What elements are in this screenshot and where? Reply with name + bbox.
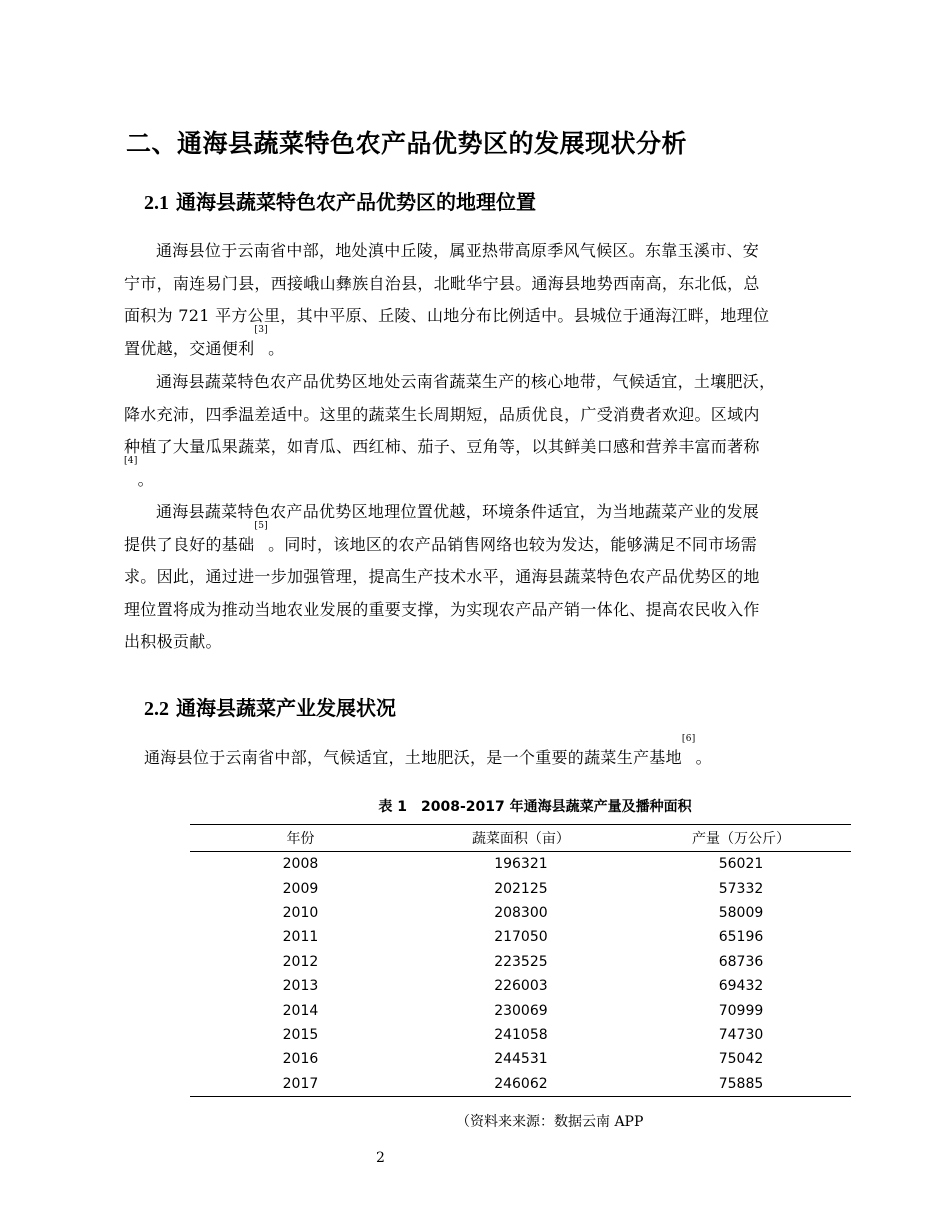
- section-title: 通海县蔬菜特色农产品优势区的地理位置: [175, 190, 536, 214]
- cell-year: 2013: [282, 978, 319, 995]
- data-source-note: （资料来来源：数据云南 APP: [456, 1114, 644, 1130]
- section-title: 通海县蔬菜产业发展状况: [175, 696, 396, 720]
- cell-year: 2015: [282, 1026, 319, 1043]
- section-number: 2.1: [144, 192, 169, 214]
- table-row: [190, 1023, 851, 1047]
- page-number: 2: [376, 1150, 385, 1166]
- citation-ref: [3]: [254, 324, 269, 335]
- header-output: 产量（万公斤）: [631, 825, 851, 852]
- table-row: [190, 925, 851, 949]
- paragraph-geography: [124, 235, 860, 365]
- paragraph-line: [144, 734, 880, 775]
- vegetable-data-table: [190, 824, 851, 1097]
- citation-ref: [5]: [254, 520, 269, 531]
- cell-year: 2017: [190, 1072, 411, 1097]
- cell-output: 70999: [718, 1002, 764, 1019]
- cell-output: 58009: [718, 904, 764, 921]
- paragraph-industry: [144, 734, 880, 775]
- cell-area: 217050: [494, 929, 548, 946]
- cell-output: 74730: [718, 1026, 764, 1043]
- cell-output: 69432: [718, 978, 764, 995]
- cell-year: 2014: [282, 1002, 319, 1019]
- header-year: 年份: [190, 825, 411, 852]
- paragraph-line: [124, 324, 860, 366]
- cell-area: 208300: [494, 904, 548, 921]
- cell-area: 241058: [494, 1026, 548, 1043]
- cell-output: 75885: [631, 1072, 851, 1097]
- paragraph-advantage: [124, 496, 860, 659]
- cell-output: 65196: [718, 929, 764, 946]
- cell-year: 2009: [282, 880, 319, 897]
- section-number: 2.2: [144, 698, 169, 720]
- cell-area: 230069: [494, 1002, 548, 1019]
- cell-area: 196321: [494, 856, 548, 873]
- paragraph-line: 种植了大量瓜果蔬菜，如青瓜、西红柿、茄子、豆角等，以其鲜美口感和营养丰富而著称: [124, 437, 760, 456]
- line-text: 通海县位于云南省中部，气候适宜，土地肥沃，是一个重要的蔬菜生产基地: [144, 748, 682, 767]
- paragraph-line: 宁市，南连易门县，西接峨山彝族自治县，北毗华宁县。通海县地势西南高，东北低，总: [124, 273, 760, 293]
- table-row: [190, 974, 851, 998]
- paragraph-line: 降水充沛，四季温差适中。这里的蔬菜生长周期短，品质优良，广受消费者欢迎。区域内: [124, 404, 760, 424]
- cell-year: 2016: [282, 1051, 319, 1068]
- cell-year: 2012: [282, 953, 319, 970]
- table-row: [190, 1072, 851, 1097]
- line-text: 。同时，该地区的农产品销售网络也较为发达，能够满足不同市场需: [268, 534, 758, 554]
- table-row: [190, 876, 851, 900]
- cell-area: 202125: [494, 880, 548, 897]
- paragraph-line: 面积为 721 平方公里，其中平原、丘陵、山地分布比例适中。县城位于通海江畔，地理位: [124, 306, 770, 325]
- table-row: [190, 901, 851, 925]
- cell-year: 2011: [282, 929, 319, 946]
- paragraph-line: 通海县蔬菜特色农产品优势区地理位置优越，环境条件适宜，为当地蔬菜产业的发展: [156, 502, 760, 521]
- paragraph-line: 通海县蔬菜特色农产品优势区地处云南省蔬菜生产的核心地带，气候适宜，土壤肥沃，: [156, 372, 776, 391]
- citation-ref: [6]: [681, 734, 696, 744]
- line-text: 提供了良好的基础: [124, 534, 255, 554]
- cell-output: 56021: [718, 856, 764, 873]
- table-header-row: [190, 825, 851, 852]
- chapter-heading: 二、通海县蔬菜特色农产品优势区的发展现状分析: [126, 129, 688, 158]
- paragraph-line: 通海县位于云南省中部，地处滇中丘陵，属亚热带高原季风气候区。东靠玉溪市、安: [156, 241, 760, 260]
- cell-output: 75042: [718, 1051, 764, 1068]
- table-row: [190, 950, 851, 974]
- cell-area: 226003: [494, 978, 548, 995]
- citation-ref: [4]: [124, 455, 138, 466]
- cell-year: 2008: [282, 856, 319, 873]
- line-end: 。: [137, 469, 154, 489]
- line-text: 置优越，交通便利: [124, 338, 255, 358]
- cell-year: 2010: [282, 904, 319, 921]
- cell-area: 246062: [411, 1072, 631, 1097]
- paragraph-climate: [124, 366, 860, 496]
- section-heading-2-2: [144, 692, 396, 721]
- table-caption-text: 表 1 2008-2017 年通海县蔬菜产量及播种面积: [378, 799, 692, 815]
- line-end: 。: [268, 338, 285, 358]
- cell-area: 244531: [494, 1051, 548, 1068]
- paragraph-line: 出积极贡献。: [124, 632, 222, 651]
- paragraph-line: [124, 455, 860, 497]
- table-row: [190, 1047, 851, 1071]
- table-row: [190, 998, 851, 1022]
- table-row: [190, 852, 851, 877]
- cell-area: 223525: [494, 953, 548, 970]
- section-heading-2-1: [144, 186, 536, 215]
- line-end: 。: [695, 748, 712, 767]
- cell-output: 57332: [718, 880, 764, 897]
- header-area: 蔬菜面积（亩）: [411, 825, 631, 852]
- paragraph-line: 理位置将成为推动当地农业发展的重要支撑，为实现农产品产销一体化、提高农民收入作: [124, 599, 760, 619]
- paragraph-line: [124, 520, 860, 562]
- table-caption: [0, 796, 950, 816]
- paragraph-line: 求。因此，通过进一步加强管理，提高生产技术水平，通海县蔬菜特色农产品优势区的地: [124, 567, 760, 586]
- cell-output: 68736: [718, 953, 764, 970]
